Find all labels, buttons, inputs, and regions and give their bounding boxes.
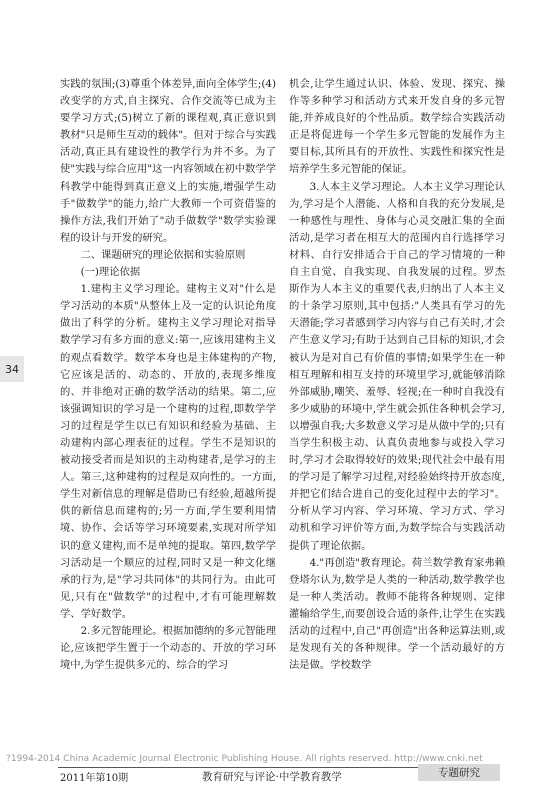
page-number-tab (0, 356, 24, 382)
footer-journal-title: 教育研究与评论·中学教育教学 (202, 771, 342, 783)
paragraph: 4."再创造"教育理论。荷兰数学教育家弗赖登塔尔认为,数学是人类的一种活动,数学教学也是一种人类活动。教师不能将各种规则、定律灌输给学生,而要创设合适的条件,让学生在实践活动的过程中,自己"再创造"出各种运算法则,或是发现有关的各种规律。学一个活动最好的方法是做。学校数学 (289, 556, 505, 672)
footer-issue: 2011年第10期 (60, 773, 129, 784)
page-number: 34 (5, 362, 19, 376)
copyright-watermark: ?1994-2014 China Academic Journal Electronic Publishing House. All rights reserved. http://www.cnki.net (6, 754, 483, 764)
paragraph: 2.多元智能理论。根据加德纳的多元智能理论,应该把学生置于一个动态的、开放的学习环境中,为学生提供多元的、综合的学习 (60, 625, 276, 672)
paragraph: 3.人本主义学习理论。人本主义学习理论认为,学习是个人潜能、人格和自我的充分发展,是一种感性与理性、身体与心灵交融汇集的全面活动,是学习者在相互大的范围内自行选择学习材料、自行安排适合于自己的学习情境的一种自主自觉、自我实现、自我发展的过程。罗杰斯作为人本主义的重要代表,归纳出了人本主义的十条学习原则,其中包括:"人类具有学习的先天潜能;学习者感到学习内容与自己有关时,才会产生意义学习;有助于达到自己目标的知识,才会被认为是对自己有价值的事情;如果学生在一种相互理解和相互支持的环境里学习,就能够消除外部威胁,嘲笑、羞辱、轻视;在一种时自我没有多少威胁的环境中,学生就会抓住各种机会学习,以增强自我;大多数意义学习是从做中学的;只有当学生积极主动、认真负责地参与或投入学习时,学习才会取得较好的效果;现代社会中最有用的学习是了解学习过程,对经验始终持开放态度,并把它们结合进自己的变化过程中去的学习"。分析从学习内容、学习环境、学习方式、学习动机和学习评价等方面,为数学综合与实践活动提供了理论依据。 (289, 180, 505, 552)
paragraph: 实践的氛围;(3)尊重个体差异,面向全体学生;(4)改变学的方式,自主探究、合作交流等已成为主要学习方式;(5)树立了新的课程观,真正意识到教材"只是师生互动的载体"。但对于综合与实践活动,真正具有建设性的教学行为并不多。为了使"实践与综合应用"这一内容领域在初中数学学科教学中能得到真正意义上的实施,增强学生动手"做数学"的能力,给广大教师一个可资借鉴的操作方法,我们开始了"动手做数学"数学实验课程的设计与开发的研究。 (60, 78, 276, 244)
paragraph: 二、课题研究的理论依据和实验原则 (80, 248, 246, 261)
paragraph: 机会,让学生通过认识、体验、发现、探究、操作等多种学习和活动方式来开发自身的多元智能,并养成良好的个性品质。数学综合实践活动正是将促进每一个学生多元智能的发展作为主要目标,其所具有的开放性、实践性和探究性是培养学生多元智能的保证。 (289, 78, 505, 176)
paragraph: 1.建构主义学习理论。建构主义对"什么是学习活动的本质"从整体上及一定的认识论角度做出了科学的分析。建构主义学习理论对指导数学学习有多方面的意义:第一,应该用建构主义的观点看数学。数学本身也是主体建构的产物,它应该是活的、动态的、开放的,表现多维度的、并非绝对正确的数学活动的结果。第二,应该强调知识的学习是一个建构的过程,即数学学习的过程是学生以已有知识和经验为基础、主动建构内部心理表征的过程。学生不是知识的被动接受者而是知识的主动构建者,是学习的主人。第三,这种建构的过程是双向性的。一方面,学生对新信息的理解是借助已有经验,超越所提供的新信息而建构的;另一方面,学生要利用情境、协作、会话等学习环境要素,实现对所学知识的意义建构,而不是单纯的提取。第四,数学学习活动是一个顺应的过程,同时又是一种文化继承的行为,是"学习共同体"的共同行为。由此可见,只有在"做数学"的过程中,才有可能理解数学、学好数学。 (60, 283, 276, 620)
paragraph: (一)理论依据 (80, 266, 141, 279)
right-column (289, 76, 505, 674)
section-label: 专题研究 (438, 767, 480, 779)
section-badge (418, 764, 500, 781)
left-column (60, 76, 276, 674)
